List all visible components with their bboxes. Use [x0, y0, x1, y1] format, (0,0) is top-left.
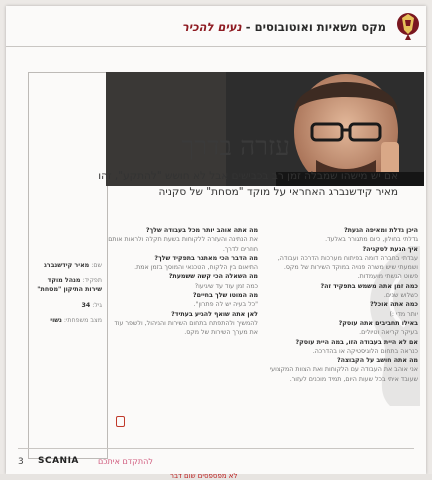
profile-fact — [32, 301, 102, 310]
interview-answer: עבדתי בחברה דומה בפיתוח מערכות הדרכה ועבודה, ושמעתי שיש משרה פנויה במוקד השירות של מקס. פשוט הגשתי מועמדות. — [277, 254, 418, 281]
page-number: 3 — [18, 457, 24, 467]
footer-tagline: להתקדם איתכם — [98, 457, 153, 466]
profile-fact-value: 34 — [81, 301, 91, 309]
article-end-icon — [116, 416, 125, 427]
profile-fact — [32, 276, 102, 294]
interview-answer: כנראה בתחום הלוגיסטיקה או בהדרכה. — [312, 347, 418, 355]
interview-answer: אני אוהב את העבודה עם הלקוחות ואת הצוות המקצועי שעובד איתי בכל שעות היום, תמיד מוכנים לעזור. — [269, 366, 418, 383]
profile-fact-label: שם: — [91, 262, 102, 269]
interview-question: באילו תחביבים אתה עוסק? — [338, 319, 418, 327]
bottom-strip — [0, 474, 432, 480]
profile-fact-label: גיל: — [92, 301, 102, 309]
interview-question: כמה זמן אתה משמש בתפקיד זה? — [320, 282, 418, 290]
article-lead: אם יש מישהו שמבלה זמן רב בכבישים אבל לא חושש "להתקע", זהו מאיר קידשנברג האחראי על מוקד "מסחת" של סקניה — [98, 170, 398, 198]
subsection-name: נעים להכיר — [181, 20, 242, 34]
griffin-logo-icon — [394, 10, 422, 46]
profile-fact-value: מנהל מוקד שירות התיקון "מסחת" — [37, 277, 102, 294]
article-headline: עזרה בדרך — [181, 132, 290, 162]
profile-fact-value: מאיר קידשנברג — [43, 262, 90, 269]
interview-question: מה המוטו שלך בחיים? — [192, 292, 258, 300]
profile-fact-value: נשוי — [50, 316, 62, 324]
profile-facts — [32, 261, 102, 331]
interview-answer: גדלתי בחולון, כיום מתגורר באלעד. — [325, 236, 418, 244]
profile-spacer — [32, 325, 102, 331]
interview-question: מה הדבר הכי מאתגר בתפקיד שלך? — [154, 254, 258, 262]
interview-column-middle — [108, 226, 258, 338]
profile-fact — [32, 316, 102, 325]
bottom-strip-text: לא מפספסים שום דבר — [170, 472, 238, 480]
interview-question: אם לא היית בעבודה הזו, במה היית עוסק? — [295, 338, 418, 346]
interview-answer: התיאום בין הלקוח, הטכנאי והמוסך בזמן אמת. — [134, 264, 258, 272]
profile-fact — [32, 261, 102, 270]
interview-answer: בעיקר קריאה וטיולים. — [359, 329, 418, 337]
interview-answer: את הנתינה והעזרה ללקוחות בשעת תקלה ולראות אותם חוזרים לדרך. — [108, 236, 258, 253]
interview-answer: כמה זמן עוד עד שיגיעו? — [194, 282, 258, 290]
section-separator: - — [245, 20, 251, 34]
section-name: מקס משאיות ואוטובוסים — [254, 20, 386, 34]
interview-question: איך הגעת לסקניה? — [362, 245, 418, 253]
interview-question: מה אתה אוהב יותר מכל בעבודה שלך? — [145, 227, 258, 234]
profile-fact-label: תפקיד: — [82, 277, 102, 285]
interview-question: היכן גדלת ומאיפה הגעת? — [343, 227, 418, 234]
profile-fact-label: מצב משפחתי: — [63, 316, 102, 324]
interview-answer: להמשיך ולהתפתח בתחום השירות והניהול, ולשפר עוד את מערך השירות של מקס. — [114, 319, 258, 337]
interview-column-right — [268, 226, 418, 384]
footer-rule — [18, 448, 414, 449]
interview-answer: "כל בעיה יש לה פתרון". — [193, 301, 258, 309]
page-sheet — [6, 6, 426, 474]
interview-question: מה השאלה הכי קשה ששמעת? — [168, 273, 258, 281]
scania-logo: SCANIA — [38, 456, 79, 466]
page-header — [6, 6, 426, 47]
interview-question: כמה אתה אוכל? — [370, 301, 418, 309]
page-footer — [6, 448, 426, 474]
interview-answer: יותר מדי :) — [389, 310, 418, 318]
interview-answer: כשלוש שנים. — [383, 292, 418, 300]
interview-question: לאן אתה שואף להגיע בעתיד? — [171, 310, 258, 318]
interview-question: מה אתה חושב על הקבוצה? — [336, 357, 418, 365]
section-title — [182, 20, 386, 34]
